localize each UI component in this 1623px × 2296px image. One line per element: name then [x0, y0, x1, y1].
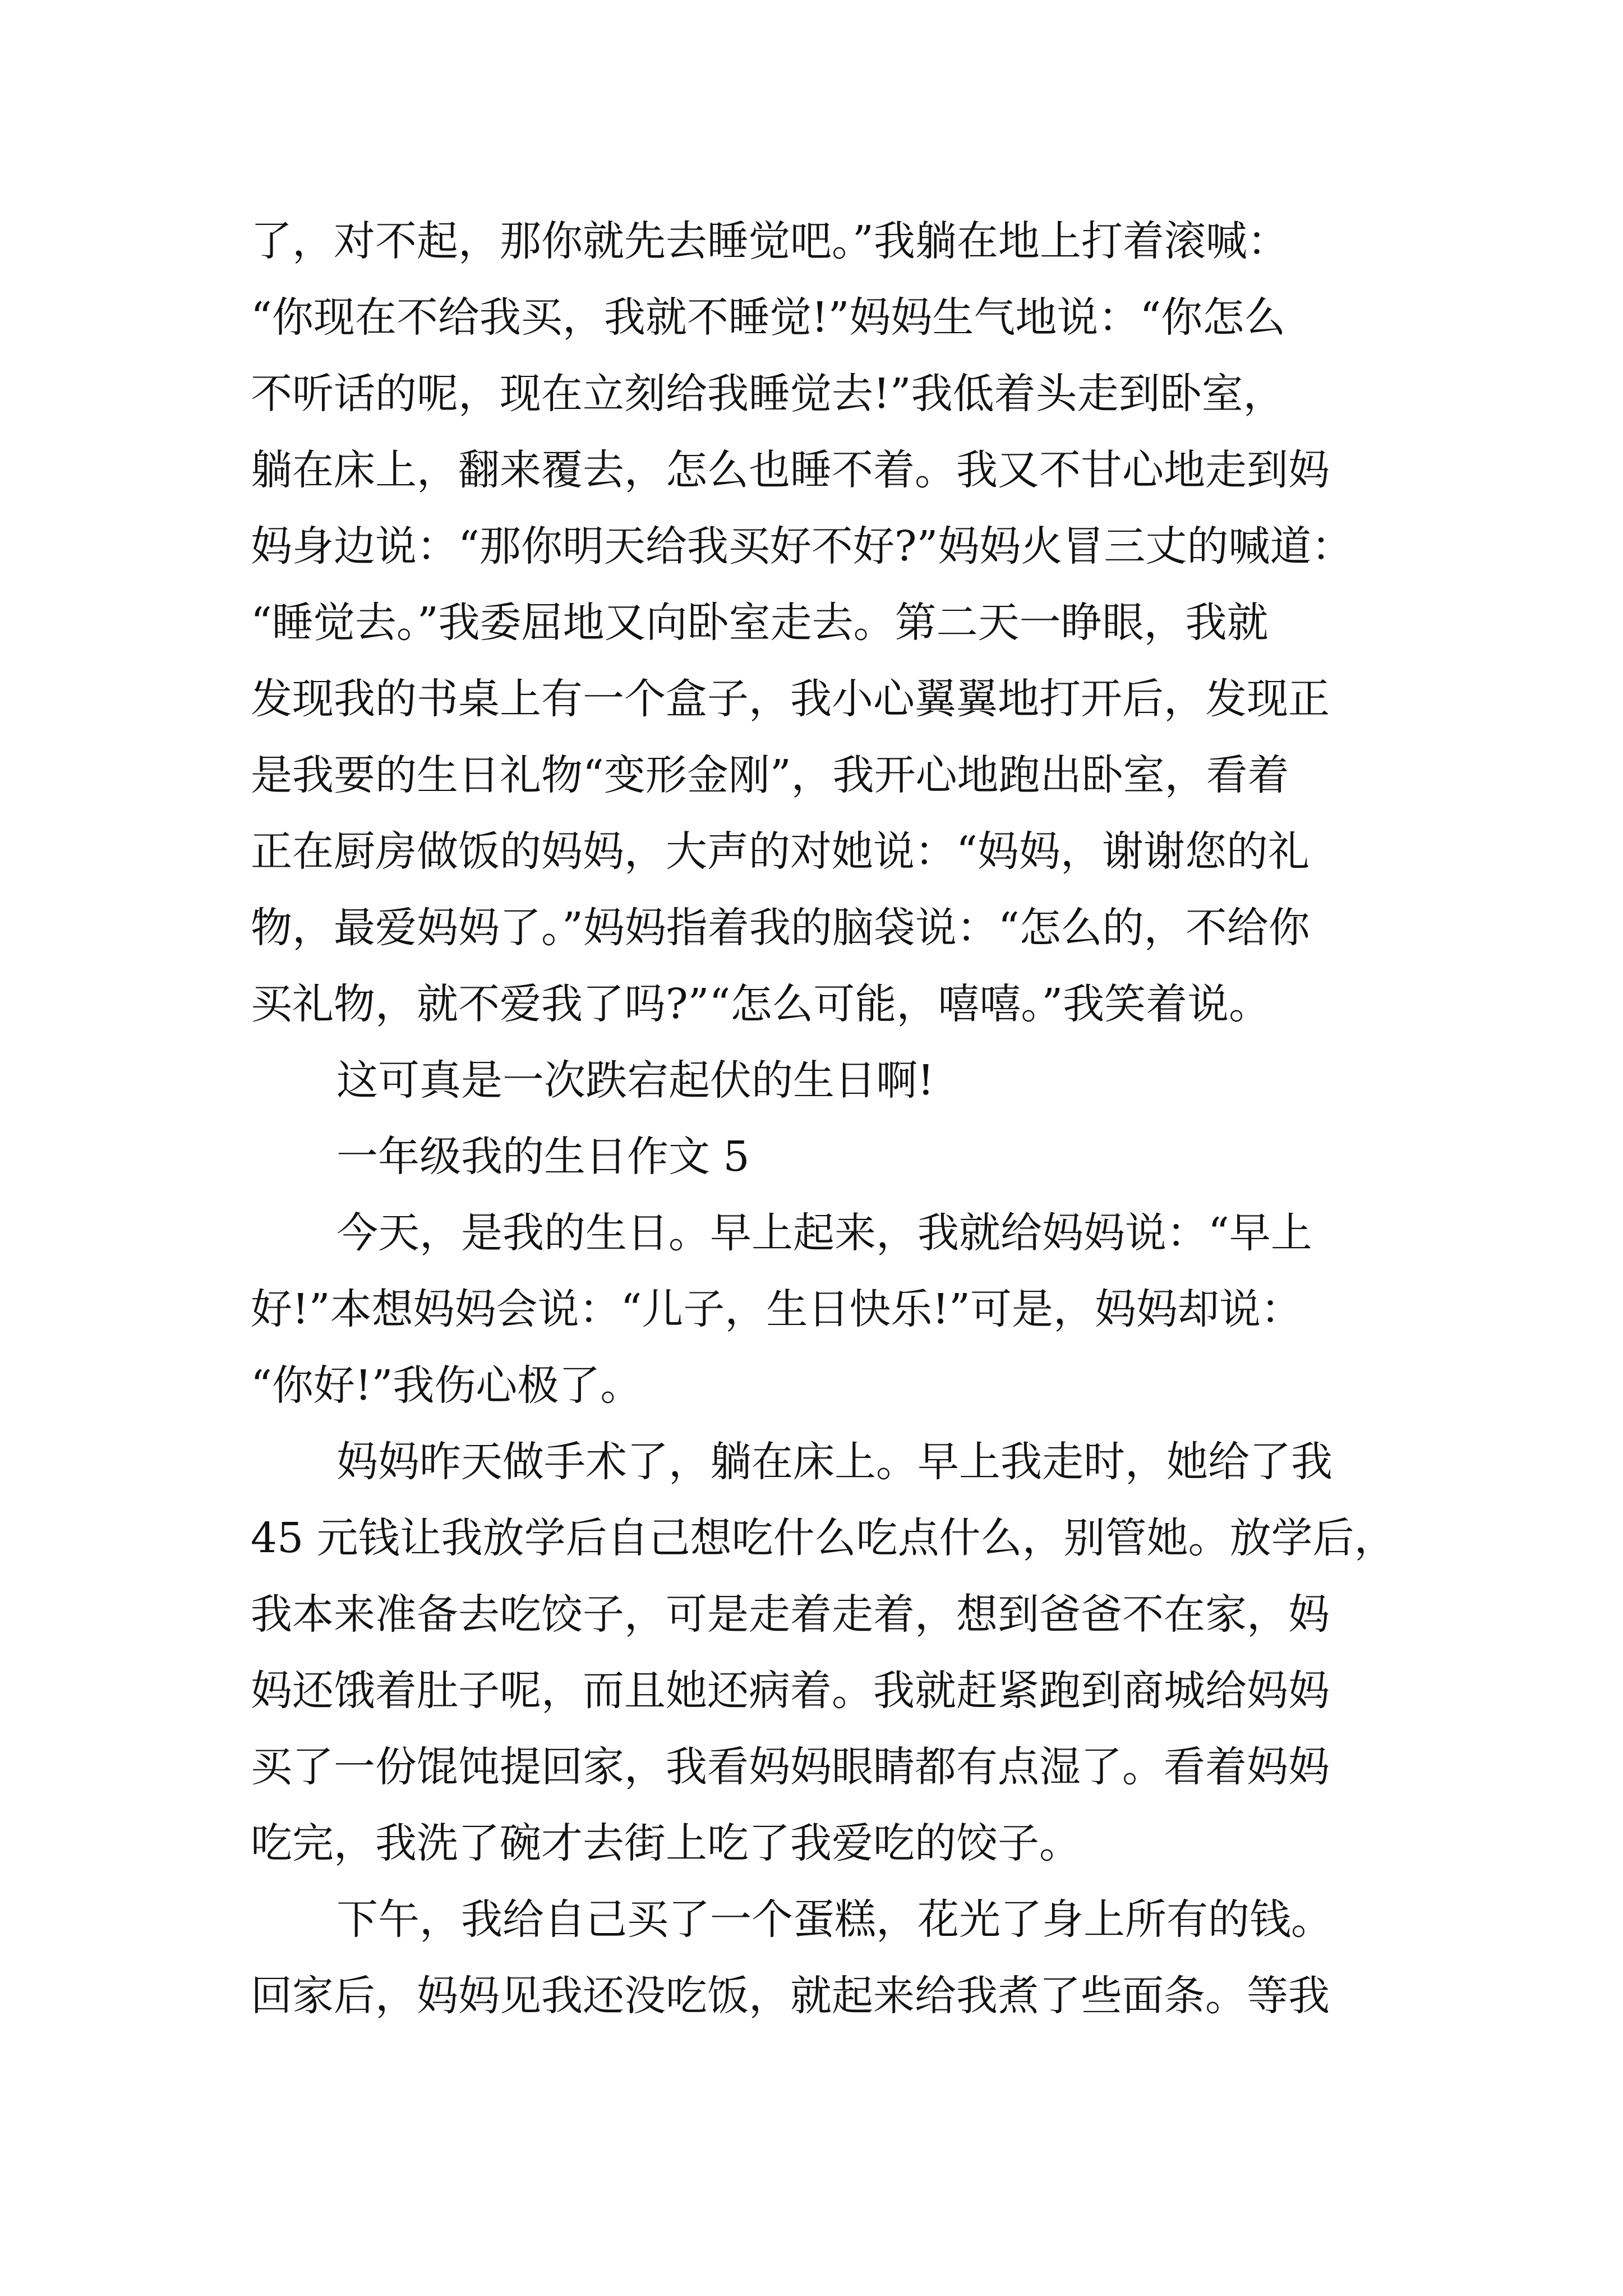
- text-line: 是我要的生日礼物“变形金刚”，我开心地跑出卧室，看着: [251, 751, 1289, 799]
- text-line: 我本来准备去吃饺子，可是走着走着，想到爸爸不在家，妈: [251, 1590, 1330, 1639]
- text-line: 物，最爱妈妈了。”妈妈指着我的脑袋说：“怎么的，不给你: [251, 904, 1310, 952]
- text-line: 发现我的书桌上有一个盒子，我小心翼翼地打开后，发现正: [251, 675, 1330, 723]
- paragraph-line: 今天，是我的生日。早上起来，我就给妈妈说：“早上: [336, 1209, 1312, 1257]
- text-line: 妈身边说：“那你明天给我买好不好?”妈妈火冒三丈的喊道：: [251, 522, 1353, 570]
- text-line: 了，对不起，那你就先去睡觉吧。”我躺在地上打着滚喊：: [251, 217, 1289, 265]
- text-line: “你现在不给我买，我就不睡觉!”妈妈生气地说：“你怎么: [251, 293, 1286, 342]
- text-line: “睡觉去。”我委屈地又向卧室走去。第二天一睁眼，我就: [251, 599, 1269, 647]
- text-line: 吃完，我洗了碗才去街上吃了我爱吃的饺子。: [251, 1819, 1081, 1867]
- text-line: 躺在床上，翻来覆去，怎么也睡不着。我又不甘心地走到妈: [251, 446, 1330, 494]
- text-line: 回家后，妈妈见我还没吃饭，就起来给我煮了些面条。等我: [251, 1972, 1330, 2020]
- text-line: 买了一份馄饨提回家，我看妈妈眼睛都有点湿了。看着妈妈: [251, 1743, 1330, 1791]
- paragraph-line: 这可真是一次跌宕起伏的生日啊!: [336, 1056, 934, 1105]
- text-line: 不听话的呢，现在立刻给我睡觉去!”我低着头走到卧室，: [251, 370, 1285, 418]
- text-line: 买礼物，就不爱我了吗?”“怎么可能，嘻嘻。”我笑着说。: [251, 980, 1271, 1028]
- text-line: 正在厨房做饭的妈妈，大声的对她说：“妈妈，谢谢您的礼: [251, 827, 1310, 876]
- paragraph-line: 妈妈昨天做手术了，躺在床上。早上我走时，她给了我: [336, 1438, 1332, 1486]
- text-line: 45 元钱让我放学后自己想吃什么吃点什么，别管她。放学后，: [251, 1514, 1396, 1562]
- text-line: 妈还饿着肚子呢，而且她还病着。我就赶紧跑到商城给妈妈: [251, 1667, 1330, 1715]
- text-line: “你好!”我伤心极了。: [251, 1361, 642, 1410]
- paragraph-line: 下午，我给自己买了一个蛋糕，花光了身上所有的钱。: [336, 1895, 1332, 1944]
- section-heading: 一年级我的生日作文 5: [336, 1133, 750, 1181]
- text-line: 好!”本想妈妈会说：“儿子，生日快乐!”可是，妈妈却说：: [251, 1285, 1302, 1333]
